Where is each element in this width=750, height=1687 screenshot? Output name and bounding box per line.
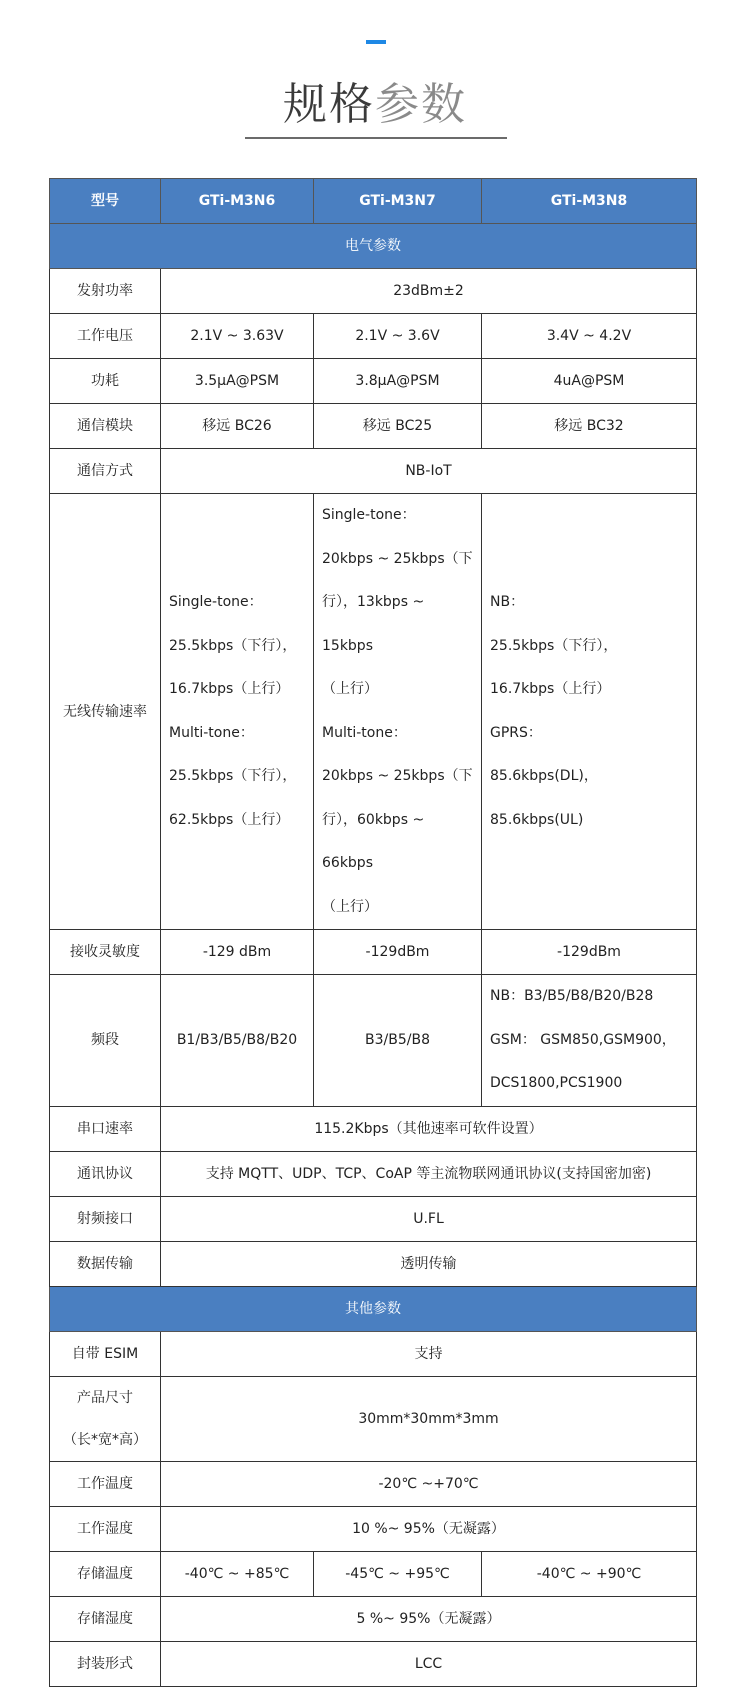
rate-line: 25.5kbps（下行），: [490, 637, 618, 654]
table-row: [50, 314, 697, 359]
row-value: 移远 BC25: [314, 404, 482, 449]
rate-cell-m3n7: [314, 494, 482, 930]
row-label: [50, 1376, 161, 1461]
row-label: 存储温度: [50, 1551, 161, 1596]
rate-line: 行），60kbps ~ 66kbps: [322, 811, 425, 871]
row-label: 串口速率: [50, 1106, 161, 1151]
rate-line: 20kbps ~ 25kbps（下: [322, 550, 473, 567]
row-value: B3/B5/B8: [314, 975, 482, 1107]
table-row: [50, 1331, 697, 1376]
row-label: 发射功率: [50, 269, 161, 314]
row-value: 4uA@PSM: [482, 359, 697, 404]
row-value: -40℃ ~ +90℃: [482, 1551, 697, 1596]
row-label: 封装形式: [50, 1641, 161, 1686]
table-row-wireless-rate: [50, 494, 697, 930]
row-value: -45℃ ~ +95℃: [314, 1551, 482, 1596]
row-value: LCC: [161, 1641, 697, 1686]
row-value: 3.4V ~ 4.2V: [482, 314, 697, 359]
row-label: 自带 ESIM: [50, 1331, 161, 1376]
rate-line: Single-tone：: [169, 594, 263, 610]
row-value: U.FL: [161, 1196, 697, 1241]
row-value: B1/B3/B5/B8/B20: [161, 975, 314, 1107]
rate-line: 25.5kbps（下行），: [169, 637, 297, 654]
row-value: -20℃ ~+70℃: [161, 1461, 697, 1506]
rate-line: NB：: [490, 594, 525, 610]
table-row: [50, 449, 697, 494]
table-row: [50, 1641, 697, 1686]
rate-line: 25.5kbps（下行），: [169, 768, 297, 784]
row-value: 30mm*30mm*3mm: [161, 1376, 697, 1461]
row-label: 工作电压: [50, 314, 161, 359]
rate-line: 62.5kbps（上行）: [169, 811, 290, 828]
row-value: 支持 MQTT、UDP、TCP、CoAP 等主流物联网通讯协议(支持国密加密): [161, 1151, 697, 1196]
table-row: [50, 1106, 697, 1151]
row-value: 23dBm±2: [161, 269, 697, 314]
header-model-1: GTi-M3N6: [161, 179, 314, 224]
row-label: 通信方式: [50, 449, 161, 494]
rate-line: 20kbps ~ 25kbps（下: [322, 768, 473, 784]
size-label-line-1: 产品尺寸: [77, 1389, 133, 1406]
title-underline: [245, 137, 507, 139]
section-row-electrical: [50, 224, 697, 269]
row-label: 功耗: [50, 359, 161, 404]
rate-line: 行），13kbps ~ 15kbps: [322, 594, 425, 654]
row-value: 3.8μA@PSM: [314, 359, 482, 404]
row-label: 频段: [50, 975, 161, 1107]
rate-line: （上行）: [322, 898, 378, 915]
table-row-size: [50, 1376, 697, 1461]
row-value: 支持: [161, 1331, 697, 1376]
row-value: 115.2Kbps（其他速率可软件设置）: [161, 1106, 697, 1151]
table-row: [50, 1151, 697, 1196]
row-value: 移远 BC26: [161, 404, 314, 449]
row-value: 3.5μA@PSM: [161, 359, 314, 404]
title-accent-bar: [366, 40, 386, 44]
row-value: -40℃ ~ +85℃: [161, 1551, 314, 1596]
rate-line: 85.6kbps(DL)，85.6kbps(UL): [490, 768, 598, 828]
rate-cell-m3n8: [482, 494, 697, 930]
header-model-3: GTi-M3N8: [482, 179, 697, 224]
row-label: 通讯协议: [50, 1151, 161, 1196]
section-title: 电气参数: [50, 224, 697, 269]
table-row: [50, 930, 697, 975]
row-label: 工作温度: [50, 1461, 161, 1506]
header-model-label: 型号: [50, 179, 161, 224]
row-value: 10 %~ 95%（无凝露）: [161, 1506, 697, 1551]
page-title: 规格参数: [283, 79, 467, 130]
table-row: [50, 1461, 697, 1506]
section-row-other: [50, 1286, 697, 1331]
row-value: 移远 BC32: [482, 404, 697, 449]
table-row: [50, 1241, 697, 1286]
rate-cell-m3n6: [161, 494, 314, 930]
row-value: 2.1V ~ 3.63V: [161, 314, 314, 359]
section-title: 其他参数: [50, 1286, 697, 1331]
table-row-band: [50, 975, 697, 1107]
header-model-2: GTi-M3N7: [314, 179, 482, 224]
rate-line: GPRS：: [490, 724, 542, 741]
table-header-row: [50, 179, 697, 224]
row-value: 透明传输: [161, 1241, 697, 1286]
row-label: 通信模块: [50, 404, 161, 449]
row-label: 数据传输: [50, 1241, 161, 1286]
band-cell-m3n8: [482, 975, 697, 1107]
band-line: NB：B3/B5/B8/B20/B28: [490, 988, 654, 1004]
row-value: -129 dBm: [161, 930, 314, 975]
row-value: 5 %~ 95%（无凝露）: [161, 1596, 697, 1641]
rate-line: 16.7kbps（上行）: [169, 681, 290, 697]
row-value: -129dBm: [482, 930, 697, 975]
table-row: [50, 359, 697, 404]
row-value: NB-IoT: [161, 449, 697, 494]
row-label: 射频接口: [50, 1196, 161, 1241]
rate-line: Multi-tone：: [169, 724, 254, 741]
rate-line: （上行）: [322, 681, 378, 697]
table-row: [50, 1196, 697, 1241]
rate-line: 16.7kbps（上行）: [490, 681, 611, 697]
row-label: 接收灵敏度: [50, 930, 161, 975]
table-row: [50, 1551, 697, 1596]
row-label: 存储湿度: [50, 1596, 161, 1641]
table-row: [50, 1596, 697, 1641]
table-row: [50, 404, 697, 449]
rate-line: Single-tone：: [322, 507, 416, 523]
row-label: 工作湿度: [50, 1506, 161, 1551]
table-row: [50, 1506, 697, 1551]
band-line: GSM： GSM850,GSM900，: [490, 1031, 676, 1048]
row-value: -129dBm: [314, 930, 482, 975]
band-line: DCS1800,PCS1900: [490, 1075, 623, 1091]
size-label-line-2: （长*宽*高）: [63, 1431, 147, 1448]
table-row: [50, 269, 697, 314]
rate-line: Multi-tone：: [322, 724, 407, 741]
spec-table: [49, 178, 697, 1687]
row-value: 2.1V ~ 3.6V: [314, 314, 482, 359]
row-label: 无线传输速率: [50, 494, 161, 930]
